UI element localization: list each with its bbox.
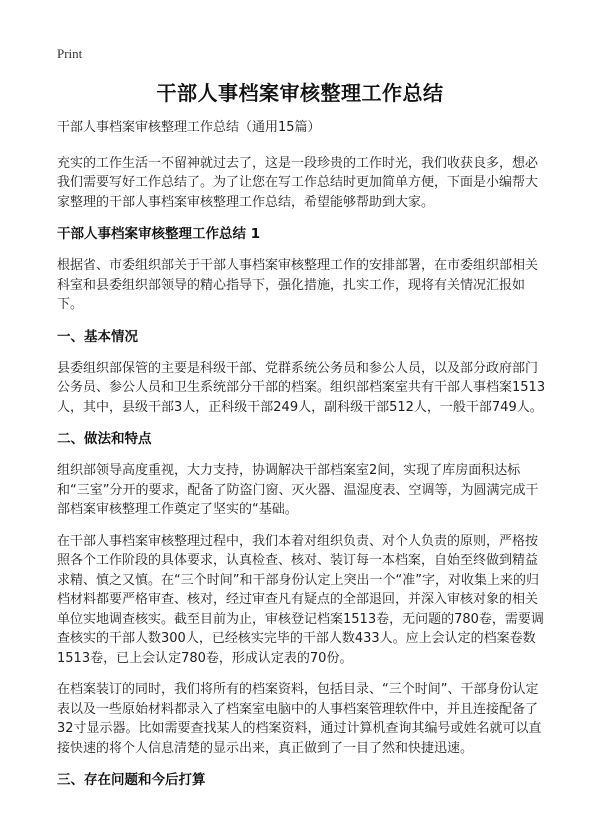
paragraph-methods-1: 组织部领导高度重视，大力支持，协调解决干部档案室2间，实现了库房面积达标和“三室”分开的要求，配备了防盗门窗、灭火器、温湿度表、空调等，为圆满完成干部档案审核整理工作奠定了坚实的“基础。: [57, 463, 539, 517]
heading-methods: 二、做法和特点: [57, 431, 152, 447]
document-subtitle: 干部人事档案审核整理工作总结（通用15篇）: [57, 120, 321, 135]
heading-issues-plans: 三、存在问题和今后打算: [57, 772, 206, 788]
section-heading-1: 干部人事档案审核整理工作总结 1: [57, 226, 261, 242]
intro-paragraph: 充实的工作生活一不留神就过去了，这是一段珍贵的工作时光，我们收获良多，想必我们需要写好工作总结了。为了让您在写工作总结时更加简单方便，下面是小编帮大家整理的干部人事档案审核整理工作总结，希望能够帮助到大家。: [57, 155, 539, 210]
paragraph-methods-2: 在干部人事档案审核整理过程中，我们本着对组织负责、对个人负责的原则，严格按照各个工作阶段的具体要求，认真检查、核对、装订每一本档案，自始至终做到精益求精、慎之又慎。在“三个时间”和干部身份认定上突出一个“准”字，对收集上来的归档材料都要严格审查、核对，经过审查凡有疑点的全部退回，并深入审核对象的相关单位实地调查核实。截至目前为止，审核登记档案1513卷，无问题的780卷，需要调查核实的干部人数300人，已经核实完毕的干部人数433人。应上会认定的档案卷数1513卷，已上会认定780卷，形成认定表的70份。: [57, 533, 544, 666]
page-title: 干部人事档案审核整理工作总结: [156, 81, 444, 105]
paragraph-methods-3: 在档案装订的同时，我们将所有的档案资料，包括目录、“三个时间”、干部身份认定表以及一些原始材料都录入了档案室电脑中的人事档案管理软件中，并且连接配备了32寸显示器。比如需要查找某人的档案资料，通过计算机查询其编号或姓名就可以直接快速的将个人信息清楚的显示出来，真正做到了一目了然和快捷迅速。: [57, 682, 542, 756]
print-link[interactable]: Print: [57, 46, 83, 61]
paragraph-basic-situation: 县委组织部保管的主要是科级干部、党群系统公务员和参公人员，以及部分政府部门公务员、参公人员和卫生系统部分干部的档案。组织部档案室共有干部人事档案1513人，其中，县级干部3人，正科级干部249人，副科级干部512人，一般干部749人。: [57, 360, 546, 415]
paragraph-arrangement: 根据省、市委组织部关于干部人事档案审核整理工作的安排部署，在市委组织部相关科室和县委组织部领导的精心指导下，强化措施，扎实工作，现将有关情况汇报如下。: [57, 258, 539, 312]
document-body: [57, 118, 547, 802]
heading-basic-situation: 一、基本情况: [57, 328, 138, 345]
